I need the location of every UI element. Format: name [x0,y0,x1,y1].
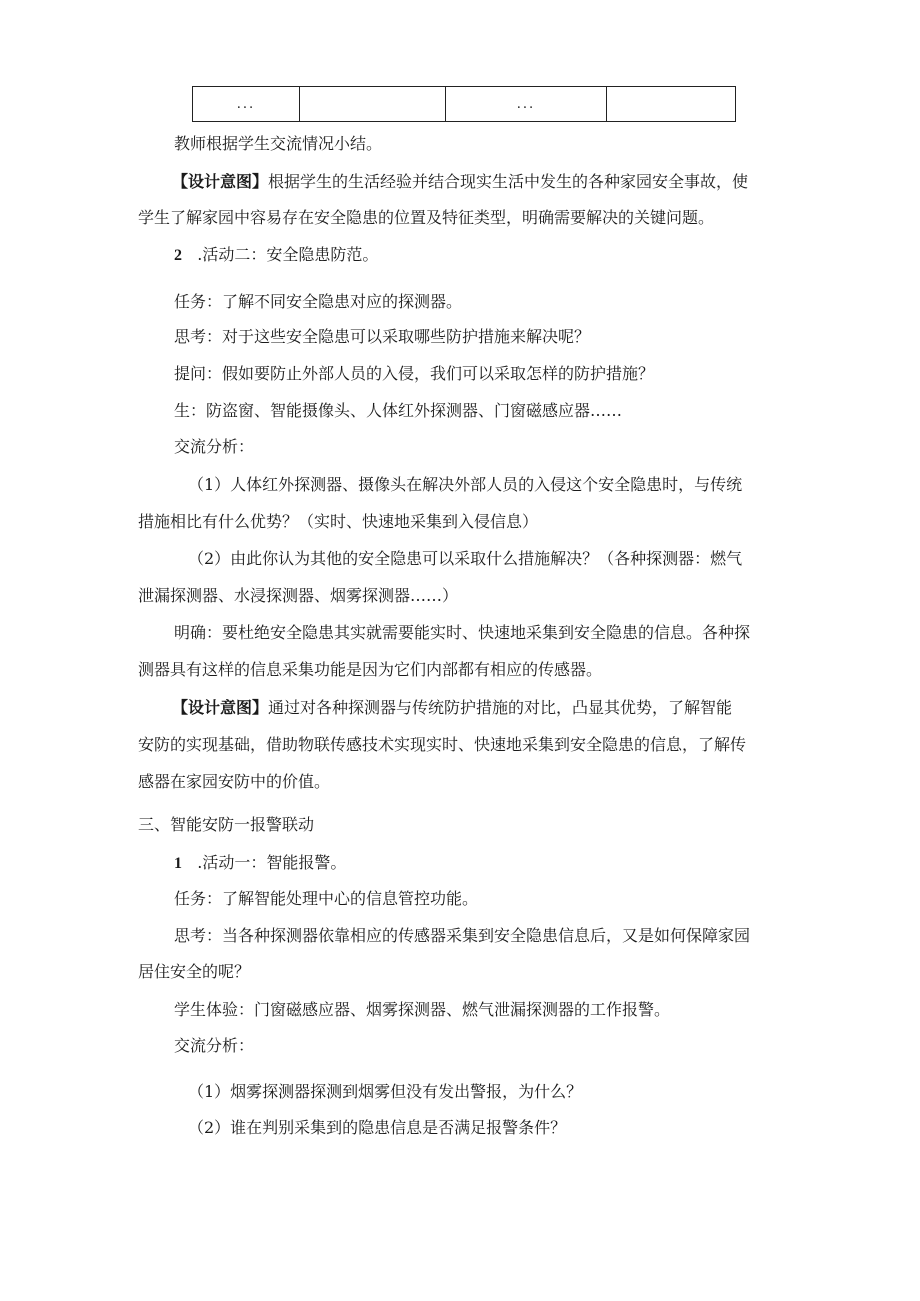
paragraph-line: 生：防盗窗、智能摄像头、人体红外探测器、门窗磁感应器…… [174,401,623,420]
paragraph-line: （1）人体红外探测器、摄像头在解决外部人员的入侵这个安全隐患时，与传统 [188,475,743,494]
paragraph-line: 测器具有这样的信息采集功能是因为它们内部都有相应的传感器。 [138,660,603,679]
paragraph-line: 居住安全的呢？ [138,962,251,981]
paragraph-line: 思考：对于这些安全隐患可以采取哪些防护措施来解决呢？ [174,327,591,346]
table-cell: ... [446,87,607,122]
section-heading: 三、智能安防一报警联动 [138,815,315,834]
paragraph-line: 泄漏探测器、水浸探测器、烟雾探测器……） [138,586,459,605]
design-intent-label: 【设计意图】 [172,172,269,191]
paragraph-line: 思考：当各种探测器依靠相应的传感器采集到安全隐患信息后，又是如何保障家园 [174,926,751,945]
table-cell [300,87,446,122]
paragraph-line: 教师根据学生交流情况小结。 [174,134,383,153]
paragraph-line: 明确：要杜绝安全隐患其实就需要能实时、快速地采集到安全隐患的信息。各种探 [174,623,751,642]
table-cell [607,87,736,122]
paragraph-line: 提问：假如要防止外部人员的入侵，我们可以采取怎样的防护措施？ [174,364,655,383]
paragraph-line: 交流分析： [174,1036,255,1055]
table-fragment [192,86,736,122]
paragraph-line: （2）由此你认为其他的安全隐患可以采取什么措施解决？（各种探测器：燃气 [188,549,743,568]
paragraph-line: 安防的实现基础，借助物联传感技术实现实时、快速地采集到安全隐患的信息，了解传 [138,735,747,754]
table-cell: ... [193,87,300,122]
paragraph-line: 感器在家园安防中的价值。 [138,772,331,791]
paragraph-line: 措施相比有什么优势？（实时、快速地采集到入侵信息） [138,512,539,531]
paragraph-line: 学生体验：门窗磁感应器、烟雾探测器、燃气泄漏探测器的工作报警。 [174,1000,671,1019]
section-item-heading: 1 .活动一：智能报警。 [174,853,347,872]
paragraph-line: 【设计意图】通过对各种探测器与传统防护措施的对比，凸显其优势，了解智能 [172,698,733,717]
paragraph-line: 交流分析： [174,437,255,456]
design-intent-label: 【设计意图】 [172,698,269,717]
paragraph-line: 学生了解家园中容易存在安全隐患的位置及特征类型，明确需要解决的关键问题。 [138,208,715,227]
paragraph-line: （2）谁在判别采集到的隐患信息是否满足报警条件？ [188,1118,567,1137]
section-item-heading: 2 .活动二：安全隐患防范。 [174,245,379,264]
table-row [193,87,736,122]
paragraph-line: 【设计意图】根据学生的生活经验并结合现实生活中发生的各种家园安全事故，使 [172,172,749,191]
paragraph-line: （1）烟雾探测器探测到烟雾但没有发出警报，为什么？ [188,1082,583,1101]
paragraph-line: 任务：了解不同安全隐患对应的探测器。 [174,292,463,311]
paragraph-line: 任务：了解智能处理中心的信息管控功能。 [174,889,479,908]
